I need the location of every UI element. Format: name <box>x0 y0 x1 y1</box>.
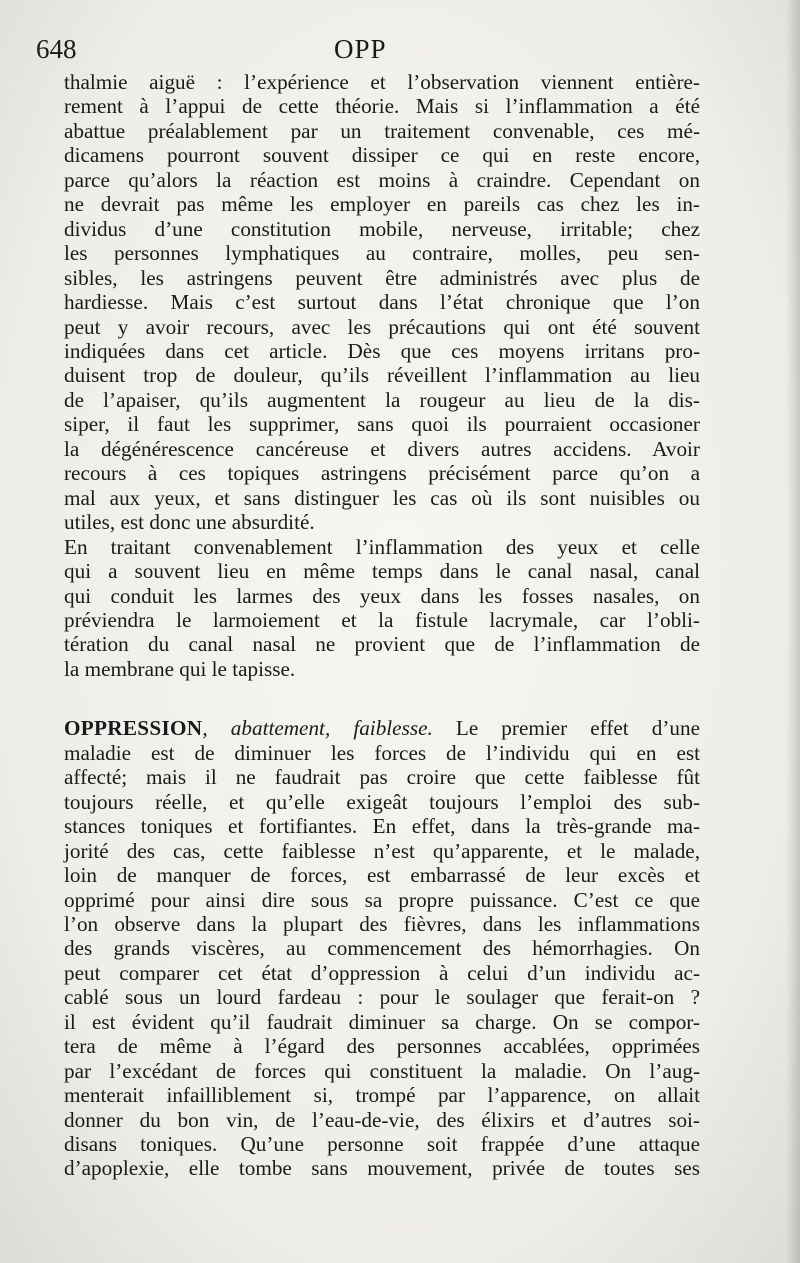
running-head: OPP <box>334 34 387 64</box>
text-line: jorité des cas, cette faiblesse n’est qu’apparente, et le malade, <box>64 838 700 863</box>
text-line: de l’apaiser, qu’ils augmentent la rougeur au lieu de la dis- <box>64 387 700 412</box>
entry-first-line-text: Le premier effet d’une <box>455 716 701 741</box>
text-line: qui conduit les larmes des yeux dans les fosses nasales, on <box>64 583 700 608</box>
text-line: abattue préalablement par un traitement convenable, ces mé- <box>64 118 700 143</box>
text-line: il est évident qu’il faudrait diminuer sa charge. On se compor- <box>64 1009 700 1034</box>
text-line: cablé sous un lourd fardeau : pour le soulager que ferait-on ? <box>64 985 700 1010</box>
entry-separator <box>64 681 700 716</box>
text-line: hardiesse. Mais c’est surtout dans l’état chronique que l’on <box>64 290 700 315</box>
text-line: qui a souvent lieu en même temps dans le canal nasal, canal <box>64 559 700 584</box>
text-line: stances toniques et fortifiantes. En effet, dans la très-grande ma- <box>64 814 700 839</box>
text-line: duisent trop de douleur, qu’ils réveillent l’inflammation au lieu <box>64 363 700 388</box>
text-line: tera de même à l’égard des personnes accablées, opprimées <box>64 1034 700 1059</box>
text-line: sibles, les astringens peuvent être administrés avec plus de <box>64 265 700 290</box>
entry-first-line: OPPRESSION, abattement, faiblesse. Le premier effet d’une <box>64 716 701 741</box>
entry-subwords: abattement, faiblesse. <box>230 716 433 741</box>
text-line: thalmie aiguë : l’expérience et l’observation viennent entière- <box>64 70 700 94</box>
text-line: maladie est de diminuer les forces de l’individu qui en est <box>64 740 700 765</box>
page-header <box>36 34 736 70</box>
text-line: la dégénérescence cancéreuse et divers autres accidens. Avoir <box>64 436 700 461</box>
text-line: peut y avoir recours, avec les précautions qui ont été souvent <box>64 314 700 339</box>
text-line: peut comparer cet état d’oppression à celui d’un individu ac- <box>64 960 700 985</box>
text-line: indiquées dans cet article. Dès que ces moyens irritans pro- <box>64 338 700 363</box>
text-line: disans toniques. Qu’une personne soit frappée d’une attaque <box>64 1132 700 1157</box>
page-edge-shadow <box>786 0 800 1263</box>
text-line: dividus d’une constitution mobile, nerveuse, irritable; chez <box>64 216 700 241</box>
page-number: 648 <box>36 34 77 64</box>
text-line: loin de manquer de forces, est embarrassé de leur excès et <box>64 863 700 888</box>
text-line: rement à l’appui de cette théorie. Mais si l’inflammation a été <box>64 94 700 119</box>
text-line: recours à ces topiques astringens précisément parce qu’on a <box>64 461 700 486</box>
text-line: des grands viscères, au commencement des hémorrhagies. On <box>64 936 700 961</box>
text-line: affecté; mais il ne faudrait pas croire que cette faiblesse fût <box>64 765 700 790</box>
text-line: l’on observe dans la plupart des fièvres, dans les inflammations <box>64 911 700 936</box>
text-line: utiles, est donc une absurdité. <box>64 510 315 535</box>
paragraph-continuation <box>64 70 700 535</box>
text-line: les personnes lymphatiques au contraire, molles, peu sen- <box>64 241 700 266</box>
text-line: En traitant convenablement l’inflammation des yeux et celle <box>64 534 700 559</box>
text-line: menterait infailliblement si, trompé par l’apparence, on allait <box>64 1083 700 1108</box>
paragraph-nasal-canal <box>64 535 700 682</box>
text-line: parce qu’alors la réaction est moins à craindre. Cependant on <box>64 167 700 192</box>
body-text <box>64 70 700 1181</box>
text-line: donner du bon vin, de l’eau-de-vie, des élixirs et d’autres soi- <box>64 1107 700 1132</box>
text-line: préviendra le larmoiement et la fistule lacrymale, car l’obli- <box>64 607 700 632</box>
text-line: toujours réelle, et qu’elle exigeât toujours l’emploi des sub- <box>64 789 700 814</box>
entry-headword: OPPRESSION <box>64 716 203 741</box>
text-line: siper, il faut les supprimer, sans quoi ils pourraient occasioner <box>64 412 700 437</box>
dictionary-entry-oppression <box>64 716 700 1181</box>
text-line: opprimé pour ainsi dire sous sa propre puissance. C’est ce que <box>64 887 700 912</box>
text-line: par l’excédant de forces qui constituent la maladie. On l’aug- <box>64 1058 700 1083</box>
text-line: la membrane qui le tapisse. <box>64 656 296 681</box>
text-line: ne devrait pas même les employer en pareils cas chez les in- <box>64 192 700 217</box>
text-line: mal aux yeux, et sans distinguer les cas où ils sont nuisibles ou <box>64 485 700 510</box>
text-line: dicamens pourront souvent dissiper ce qui en reste encore, <box>64 143 700 168</box>
text-line: tération du canal nasal ne provient que de l’inflammation de <box>64 632 700 657</box>
text-line: d’apoplexie, elle tombe sans mouvement, privée de toutes ses <box>64 1156 700 1181</box>
